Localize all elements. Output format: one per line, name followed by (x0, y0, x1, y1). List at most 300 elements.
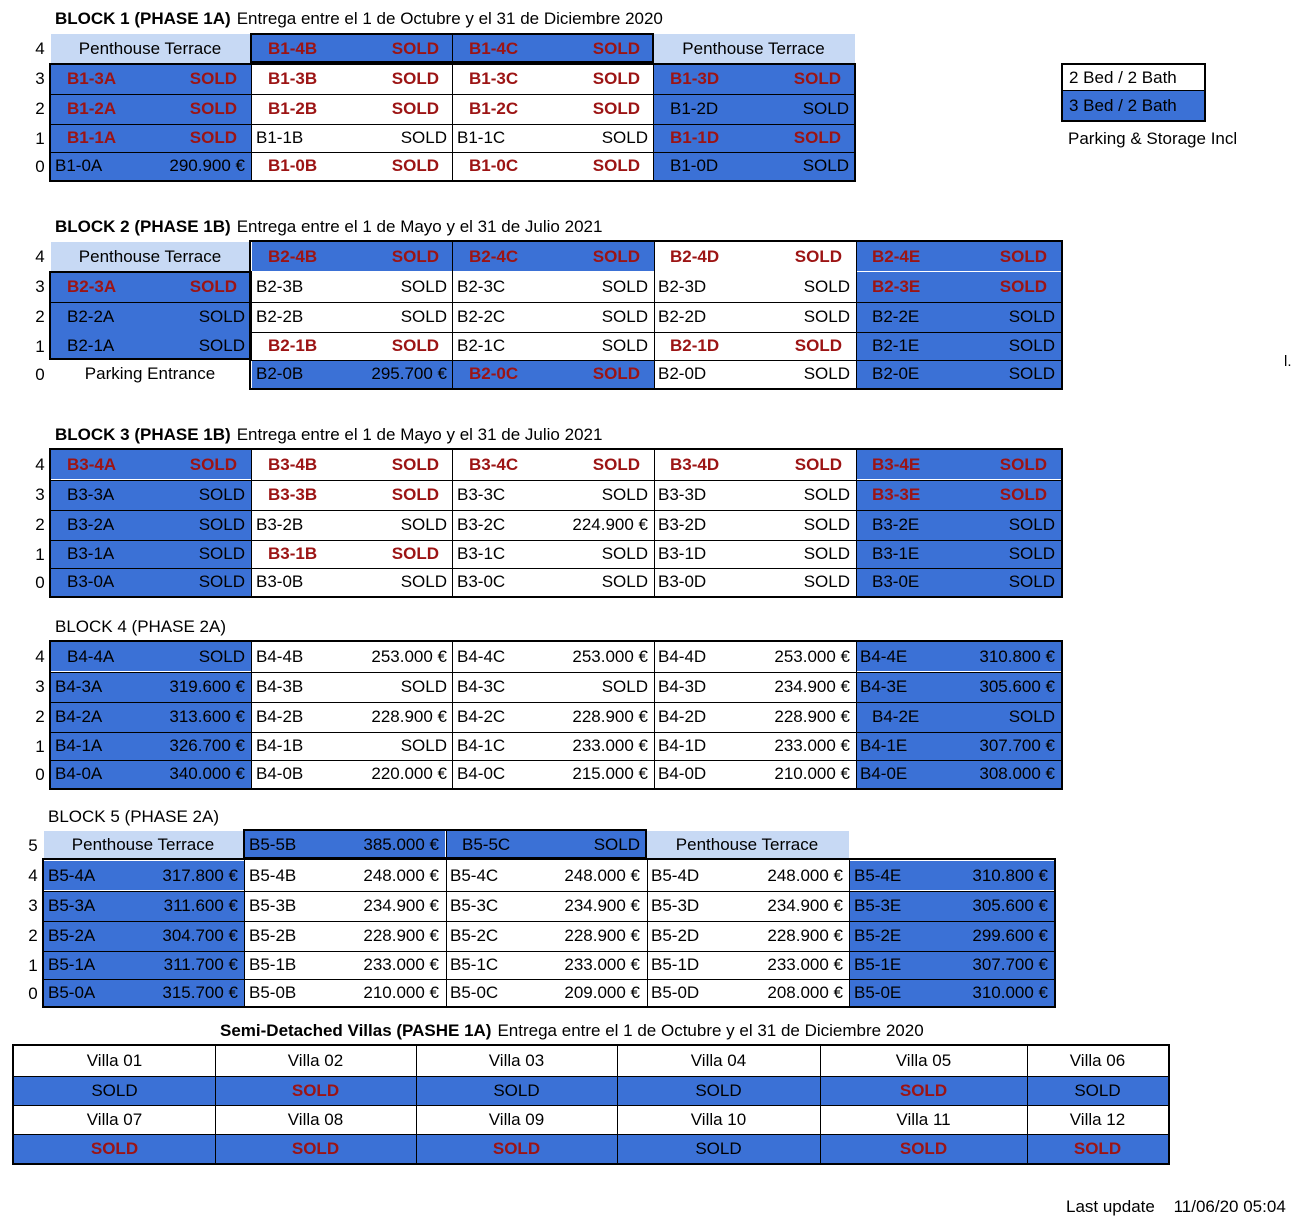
unit-cell (453, 760, 654, 788)
unit-cell (252, 64, 453, 94)
unit-cell (453, 510, 654, 540)
unit-cell (647, 921, 849, 951)
floor-number: 2 (35, 707, 45, 726)
unit-cell (654, 540, 856, 568)
grid-line (50, 94, 855, 95)
unit-price: SOLD (198, 336, 245, 355)
villa-cell: SOLD (1027, 1076, 1168, 1105)
unit-price: 233.000 € (564, 955, 640, 974)
unit-code: B3-1B (268, 544, 318, 563)
unit-cell (453, 332, 654, 360)
unit-price: SOLD (802, 99, 849, 118)
unit-cell (51, 124, 251, 152)
unit-code: B5-1B (249, 955, 297, 974)
floor-number: 3 (35, 485, 45, 504)
unit-cell (446, 831, 646, 859)
floor-number: 4 (35, 647, 45, 666)
unit-price: SOLD (391, 544, 439, 563)
unit-cell (252, 480, 453, 510)
stray-mark: l. (1284, 353, 1292, 370)
unit-cell (51, 672, 251, 702)
unit-cell (252, 450, 453, 479)
villa-cell: SOLD (14, 1134, 215, 1163)
unit-code: B4-4C (457, 646, 506, 666)
unit-cell (252, 732, 453, 760)
unit-cell (51, 302, 251, 332)
villa-cell: SOLD (617, 1076, 820, 1105)
unit-code: B4-1D (658, 736, 707, 755)
unit-code: B1-0C (469, 156, 519, 175)
block-title (55, 9, 663, 29)
unit-cell (252, 360, 453, 388)
grid-line (43, 951, 1055, 952)
villa-cell: SOLD (820, 1134, 1027, 1163)
unit-cell (44, 891, 244, 921)
unit-price: SOLD (1008, 364, 1055, 383)
unit-price: SOLD (189, 277, 237, 296)
unit-cell (453, 702, 654, 732)
unit-label: Penthouse Terrace (78, 38, 222, 58)
unit-price: 307.700 € (972, 955, 1048, 974)
unit-code: B1-4B (268, 38, 318, 58)
unit-price: SOLD (803, 515, 850, 534)
unit-cell (453, 34, 654, 63)
grid-line (50, 732, 1062, 733)
unit-code: B1-4C (469, 38, 519, 58)
unit-cell (252, 760, 453, 788)
unit-price: 299.600 € (972, 926, 1048, 945)
block-subtitle: Entrega entre el 1 de Mayo y el 31 de Julio 2021 (236, 425, 603, 444)
grid-line (251, 64, 252, 182)
unit-code: B2-2C (457, 307, 506, 326)
unit-cell (453, 568, 654, 596)
unit-price: 215.000 € (572, 764, 648, 783)
unit-code: B1-3C (469, 69, 519, 88)
unit-cell (252, 702, 453, 732)
unit-code: B5-3D (651, 896, 700, 915)
unit-cell (252, 568, 453, 596)
grid-line (50, 702, 1062, 703)
floor-number: 5 (28, 836, 38, 855)
villa-cell: Villa 10 (617, 1105, 820, 1134)
unit-price: 248.000 € (564, 865, 640, 885)
unit-price: SOLD (592, 454, 640, 474)
unit-cell (51, 540, 251, 568)
unit-price: 313.600 € (169, 707, 245, 726)
unit-code: B1-0B (268, 156, 318, 175)
block-name: BLOCK 5 (PHASE 2A) (48, 807, 220, 826)
unit-price: 253.000 € (774, 646, 850, 666)
unit-price: 310.800 € (979, 646, 1055, 666)
unit-code: B5-2C (450, 926, 499, 945)
unit-price: SOLD (400, 515, 447, 534)
unit-cell (856, 242, 1061, 271)
unit-price: 308.000 € (979, 764, 1055, 783)
block-subtitle: Entrega entre el 1 de Octubre y el 31 de Diciembre 2020 (236, 9, 663, 28)
unit-code: B3-4A (67, 454, 117, 474)
unit-code: B3-3A (67, 485, 115, 504)
grid-line (250, 332, 1062, 333)
unit-price: SOLD (592, 38, 640, 58)
grid-line (43, 891, 1055, 892)
unit-code: B3-4E (872, 454, 921, 474)
unit-cell (654, 272, 856, 302)
grid-line (250, 360, 1062, 361)
unit-code: B4-0D (658, 764, 707, 783)
unit-cell (453, 450, 654, 479)
unit-cell (850, 979, 1054, 1007)
unit-price: SOLD (189, 99, 237, 118)
floor-number: 4 (35, 247, 45, 266)
unit-price: 208.000 € (767, 983, 843, 1002)
unit-cell (453, 94, 654, 124)
villa-cell: Villa 11 (820, 1105, 1027, 1134)
unit-price: SOLD (391, 69, 439, 88)
block-title (48, 807, 219, 827)
unit-price: SOLD (803, 572, 850, 591)
unit-code: B2-0C (469, 364, 519, 383)
unit-code: B4-4E (860, 646, 908, 666)
unit-cell (856, 702, 1061, 732)
floor-number: 2 (28, 926, 38, 945)
villa-cell: SOLD (416, 1076, 617, 1105)
unit-price: SOLD (793, 69, 841, 88)
unit-cell (51, 702, 251, 732)
unit-cell (51, 510, 251, 540)
floor-number: 1 (35, 737, 45, 756)
grid-line (452, 34, 453, 182)
unit-price: SOLD (198, 544, 245, 563)
legend-note: Parking & Storage Incl (1068, 129, 1238, 148)
unit-code: B4-3C (457, 677, 506, 696)
floor-number: 0 (35, 765, 45, 784)
unit-price: SOLD (391, 485, 439, 504)
villa-cell: Villa 12 (1027, 1105, 1168, 1134)
floor-number: 3 (35, 277, 45, 296)
floor-number: 4 (28, 866, 38, 885)
unit-cell (446, 951, 646, 979)
unit-label-cell (51, 360, 251, 388)
unit-code: B5-3A (48, 896, 96, 915)
unit-label-cell (51, 242, 251, 271)
unit-price: 248.000 € (767, 865, 843, 885)
unit-price: SOLD (592, 364, 640, 383)
floor-number: 3 (35, 69, 45, 88)
unit-cell (856, 642, 1061, 671)
unit-price: 290.900 € (169, 156, 245, 175)
unit-code: B2-0D (658, 364, 707, 383)
unit-code: B5-3B (249, 896, 297, 915)
grid-line (452, 450, 453, 596)
unit-code: B5-0D (651, 983, 700, 1002)
unit-label: Penthouse Terrace (682, 38, 825, 58)
unit-code: B4-4A (67, 646, 115, 666)
unit-price: SOLD (400, 677, 447, 696)
unit-price: SOLD (601, 544, 648, 563)
unit-price: 228.900 € (363, 926, 439, 945)
floor-number: 0 (28, 984, 38, 1003)
unit-code: B3-1A (67, 544, 115, 563)
unit-price: SOLD (400, 307, 447, 326)
villa-cell: SOLD (820, 1076, 1027, 1105)
unit-cell (850, 921, 1054, 951)
unit-code: B1-1D (670, 128, 720, 147)
unit-cell (51, 642, 251, 671)
unit-cell (245, 951, 445, 979)
grid-line (856, 642, 857, 788)
unit-cell (453, 360, 654, 388)
unit-price: 228.900 € (767, 926, 843, 945)
grid-line (856, 450, 857, 596)
unit-code: B3-0C (457, 572, 506, 591)
unit-label: Penthouse Terrace (71, 835, 215, 854)
grid-line (654, 450, 655, 596)
unit-code: B5-2B (249, 926, 297, 945)
grid-line (654, 242, 655, 388)
unit-code: B3-4C (469, 454, 519, 474)
unit-cell (453, 732, 654, 760)
unit-price: 233.000 € (767, 955, 843, 974)
block-title (55, 617, 226, 637)
floor-number: 2 (35, 99, 45, 118)
unit-price: SOLD (198, 485, 245, 504)
unit-code: B3-0B (256, 572, 304, 591)
unit-cell (647, 979, 849, 1007)
last-update-timestamp: 11/06/20 05:04 (1173, 1197, 1286, 1216)
unit-price: 233.000 € (572, 736, 648, 755)
unit-code: B3-2D (658, 515, 707, 534)
unit-code: B3-3D (658, 485, 707, 504)
unit-code: B4-1E (860, 736, 908, 755)
unit-cell (856, 480, 1061, 510)
floor-number: 0 (35, 573, 45, 592)
unit-price: SOLD (601, 277, 648, 296)
unit-code: B2-1A (67, 336, 115, 355)
unit-code: B5-5C (462, 835, 511, 854)
grid-line (856, 242, 857, 388)
block-name: BLOCK 4 (PHASE 2A) (55, 617, 227, 636)
grid-line (244, 859, 245, 1007)
unit-price: 304.700 € (162, 926, 238, 945)
unit-price: 317.800 € (162, 865, 238, 885)
floor-number: 4 (35, 39, 45, 58)
grid-line (50, 152, 855, 153)
unit-cell (654, 242, 856, 271)
unit-code: B2-3E (872, 277, 921, 296)
unit-code: B2-0B (256, 364, 304, 383)
unit-code: B2-1D (670, 336, 720, 355)
grid-line (654, 642, 655, 788)
grid-line (50, 124, 855, 125)
villa-cell: SOLD (1027, 1134, 1168, 1163)
unit-price: 209.000 € (564, 983, 640, 1002)
villa-cell: SOLD (215, 1076, 416, 1105)
floor-number: 3 (28, 896, 38, 915)
unit-cell (850, 861, 1054, 890)
villa-cell: Villa 09 (416, 1105, 617, 1134)
grid-line (446, 831, 447, 1007)
grid-line (849, 859, 850, 1007)
grid-line (50, 510, 1062, 511)
unit-price: SOLD (592, 156, 640, 175)
unit-price: SOLD (999, 277, 1047, 296)
unit-label: Penthouse Terrace (675, 835, 819, 854)
unit-price: SOLD (1008, 707, 1055, 726)
unit-cell (856, 540, 1061, 568)
unit-cell (252, 34, 453, 63)
unit-price: SOLD (592, 246, 640, 266)
unit-cell (654, 672, 856, 702)
unit-label: Penthouse Terrace (78, 246, 222, 266)
unit-cell (252, 124, 453, 152)
unit-price: SOLD (198, 646, 245, 666)
block-name: BLOCK 3 (PHASE 1B) (55, 425, 231, 444)
last-update-label: Last update (1066, 1197, 1155, 1216)
grid-line (251, 642, 252, 788)
unit-cell (44, 921, 244, 951)
unit-price: 326.700 € (169, 736, 245, 755)
villa-cell: Villa 05 (820, 1046, 1027, 1076)
unit-code: B4-0E (860, 764, 908, 783)
unit-price: SOLD (802, 156, 849, 175)
unit-cell (654, 124, 855, 152)
floor-number: 3 (35, 677, 45, 696)
unit-price: SOLD (391, 156, 439, 175)
unit-price: 310.800 € (972, 865, 1048, 885)
villa-cell: Villa 01 (14, 1046, 215, 1076)
unit-code: B3-3C (457, 485, 506, 504)
grid-line (50, 302, 250, 303)
floor-number: 2 (35, 307, 45, 326)
unit-code: B4-4D (658, 646, 707, 666)
unit-price: 340.000 € (169, 764, 245, 783)
unit-cell (453, 642, 654, 671)
unit-code: B3-3B (268, 485, 318, 504)
unit-code: B1-1B (256, 128, 304, 147)
unit-code: B2-3C (457, 277, 506, 296)
floor-number: 0 (35, 365, 45, 384)
villa-cell: Villa 02 (215, 1046, 416, 1076)
unit-code: B5-0E (854, 983, 902, 1002)
unit-code: B5-4D (651, 865, 700, 885)
unit-code: B5-2D (651, 926, 700, 945)
unit-code: B3-1E (872, 544, 920, 563)
unit-cell (51, 94, 251, 124)
unit-code: B2-2E (872, 307, 920, 326)
unit-code: B1-1A (67, 128, 117, 147)
unit-price: SOLD (601, 677, 648, 696)
unit-cell (453, 152, 654, 180)
villa-cell: Villa 03 (416, 1046, 617, 1076)
unit-price: 210.000 € (774, 764, 850, 783)
unit-cell (51, 760, 251, 788)
unit-price: 315.700 € (162, 983, 238, 1002)
unit-cell (654, 568, 856, 596)
unit-code: B4-3D (658, 677, 707, 696)
unit-code: B5-2E (854, 926, 902, 945)
unit-code: B4-2C (457, 707, 506, 726)
unit-code: B1-2C (469, 99, 519, 118)
unit-price: 310.000 € (972, 983, 1048, 1002)
unit-price: SOLD (803, 307, 850, 326)
unit-cell (654, 360, 856, 388)
block-name: BLOCK 2 (PHASE 1B) (55, 217, 231, 236)
unit-code: B5-0C (450, 983, 499, 1002)
unit-code: B3-4D (670, 454, 720, 474)
unit-code: B2-0E (872, 364, 920, 383)
villa-cell: SOLD (416, 1134, 617, 1163)
unit-code: B4-1B (256, 736, 304, 755)
block-title (55, 425, 602, 445)
unit-cell (51, 450, 251, 479)
unit-code: B4-0B (256, 764, 304, 783)
unit-cell (654, 302, 856, 332)
unit-price: 295.700 € (371, 364, 447, 383)
unit-cell (654, 702, 856, 732)
unit-cell (850, 951, 1054, 979)
unit-code: B3-2E (872, 515, 920, 534)
villa-cell: SOLD (215, 1134, 416, 1163)
villas-title (220, 1021, 924, 1041)
unit-code: B4-0C (457, 764, 506, 783)
unit-price: SOLD (391, 246, 439, 266)
unit-price: 233.000 € (774, 736, 850, 755)
unit-cell (856, 568, 1061, 596)
unit-price: SOLD (592, 69, 640, 88)
unit-cell (654, 64, 855, 94)
unit-code: B3-2A (67, 515, 115, 534)
unit-code: B4-2A (55, 707, 103, 726)
unit-price: SOLD (601, 485, 648, 504)
unit-code: B2-2D (658, 307, 707, 326)
unit-price: SOLD (1008, 515, 1055, 534)
unit-price: SOLD (803, 485, 850, 504)
unit-cell (51, 332, 251, 360)
unit-cell (51, 568, 251, 596)
unit-price: SOLD (794, 336, 842, 355)
unit-cell (856, 510, 1061, 540)
unit-price: SOLD (1008, 544, 1055, 563)
unit-cell (252, 540, 453, 568)
unit-cell (252, 152, 453, 180)
unit-code: B5-1A (48, 955, 96, 974)
unit-cell (856, 732, 1061, 760)
unit-cell (856, 302, 1061, 332)
unit-code: B5-4A (48, 865, 96, 885)
unit-price: 228.900 € (564, 926, 640, 945)
unit-price: 385.000 € (363, 835, 439, 854)
unit-cell (654, 94, 855, 124)
unit-cell (647, 861, 849, 890)
unit-cell (446, 921, 646, 951)
unit-code: B4-0A (55, 764, 103, 783)
unit-code: B5-0A (48, 983, 96, 1002)
unit-code: B4-3E (860, 677, 908, 696)
unit-cell (654, 332, 856, 360)
unit-cell (453, 64, 654, 94)
unit-cell (446, 891, 646, 921)
unit-code: B1-2B (268, 99, 318, 118)
unit-cell (453, 302, 654, 332)
unit-cell (245, 861, 445, 890)
unit-price: 224.900 € (572, 515, 648, 534)
unit-price: SOLD (601, 128, 648, 147)
unit-code: B1-1C (457, 128, 506, 147)
unit-price: SOLD (400, 128, 447, 147)
unit-cell (252, 272, 453, 302)
unit-price: 234.900 € (363, 896, 439, 915)
unit-cell (654, 152, 855, 180)
